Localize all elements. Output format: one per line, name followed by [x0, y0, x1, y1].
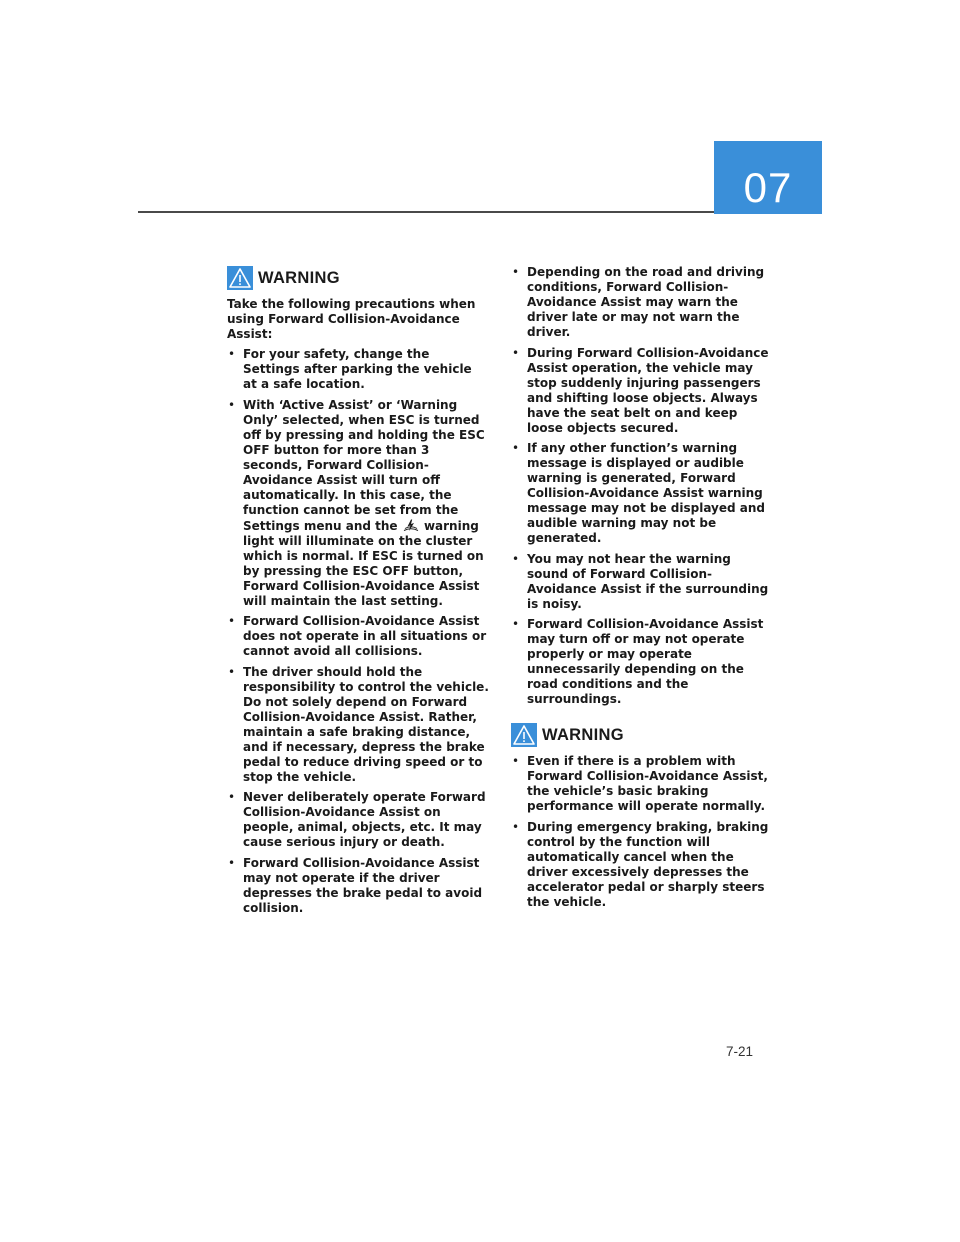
list-item: • Depending on the road and driving conditions, Forward Collision-Avoidance Assist may warn the driver late or may not warn the driver. [511, 265, 773, 340]
warning-title: WARNING [542, 725, 624, 744]
chapter-tab [714, 141, 822, 214]
warning-triangle-icon [227, 266, 253, 290]
list-item: • Never deliberately operate Forward Collision-Avoidance Assist on people, animal, objects, etc. It may cause serious injury or death. [227, 790, 489, 850]
warning-title: WARNING [258, 268, 340, 287]
warning-list-continued [511, 265, 773, 707]
chapter-number: 07 [743, 164, 793, 211]
left-column [227, 265, 489, 921]
warning-list [227, 347, 489, 916]
list-item: • Forward Collision-Avoidance Assist may turn off or may not operate properly or may operate unnecessarily depending on the road conditions and the surroundings. [511, 617, 773, 707]
list-item: • For your safety, change the Settings after parking the vehicle at a safe location. [227, 347, 489, 392]
warning-header [511, 722, 773, 748]
list-item: • With ‘Active Assist’ or ‘Warning Only’ selected, when ESC is turned off by pressing and holding the ESC OFF button for more than 3 seconds, Forward Collision-Avoidance Assist will turn off automatically. In this case, the function cannot be set from the Settings menu and the warning light will illuminate on the cluster which is normal. If ESC is turned on by pressing the ESC OFF button, Forward Collision-Avoidance Assist will maintain the last setting. [227, 398, 489, 609]
warning-intro: Take the following precautions when using Forward Collision-Avoidance Assist: [227, 297, 476, 341]
list-item: • You may not hear the warning sound of Forward Collision-Avoidance Assist if the surrounding is noisy. [511, 552, 773, 612]
esc-off-warning-light-icon [402, 518, 420, 532]
list-item: • Forward Collision-Avoidance Assist may not operate if the driver depresses the brake pedal to avoid collision. [227, 856, 489, 916]
list-item: • During emergency braking, braking control by the function will automatically cancel when the driver excessively depresses the accelerator pedal or sharply steers the vehicle. [511, 820, 773, 910]
warning-header [227, 265, 489, 291]
chapter-header-rule [138, 211, 714, 213]
list-item: • The driver should hold the responsibility to control the vehicle. Do not solely depend on Forward Collision-Avoidance Assist. Rather, maintain a safe braking distance, and if necessary, depress the brake pedal to reduce driving speed or to stop the vehicle. [227, 665, 489, 785]
list-item: • Forward Collision-Avoidance Assist does not operate in all situations or cannot avoid all collisions. [227, 614, 489, 659]
warning-list-2 [511, 754, 773, 910]
right-column [511, 265, 773, 915]
list-item: • If any other function’s warning message is displayed or audible warning is generated, Forward Collision-Avoidance Assist warning message may not be displayed and audible warning may not be generated. [511, 441, 773, 546]
page-number: 7-21 [726, 1044, 754, 1059]
warning-triangle-icon [511, 723, 537, 747]
list-item: • Even if there is a problem with Forward Collision-Avoidance Assist, the vehicle’s basic braking performance will operate normally. [511, 754, 773, 814]
list-item: • During Forward Collision-Avoidance Assist operation, the vehicle may stop suddenly injuring passengers and shifting loose objects. Always have the seat belt on and keep loose objects secured. [511, 346, 773, 436]
